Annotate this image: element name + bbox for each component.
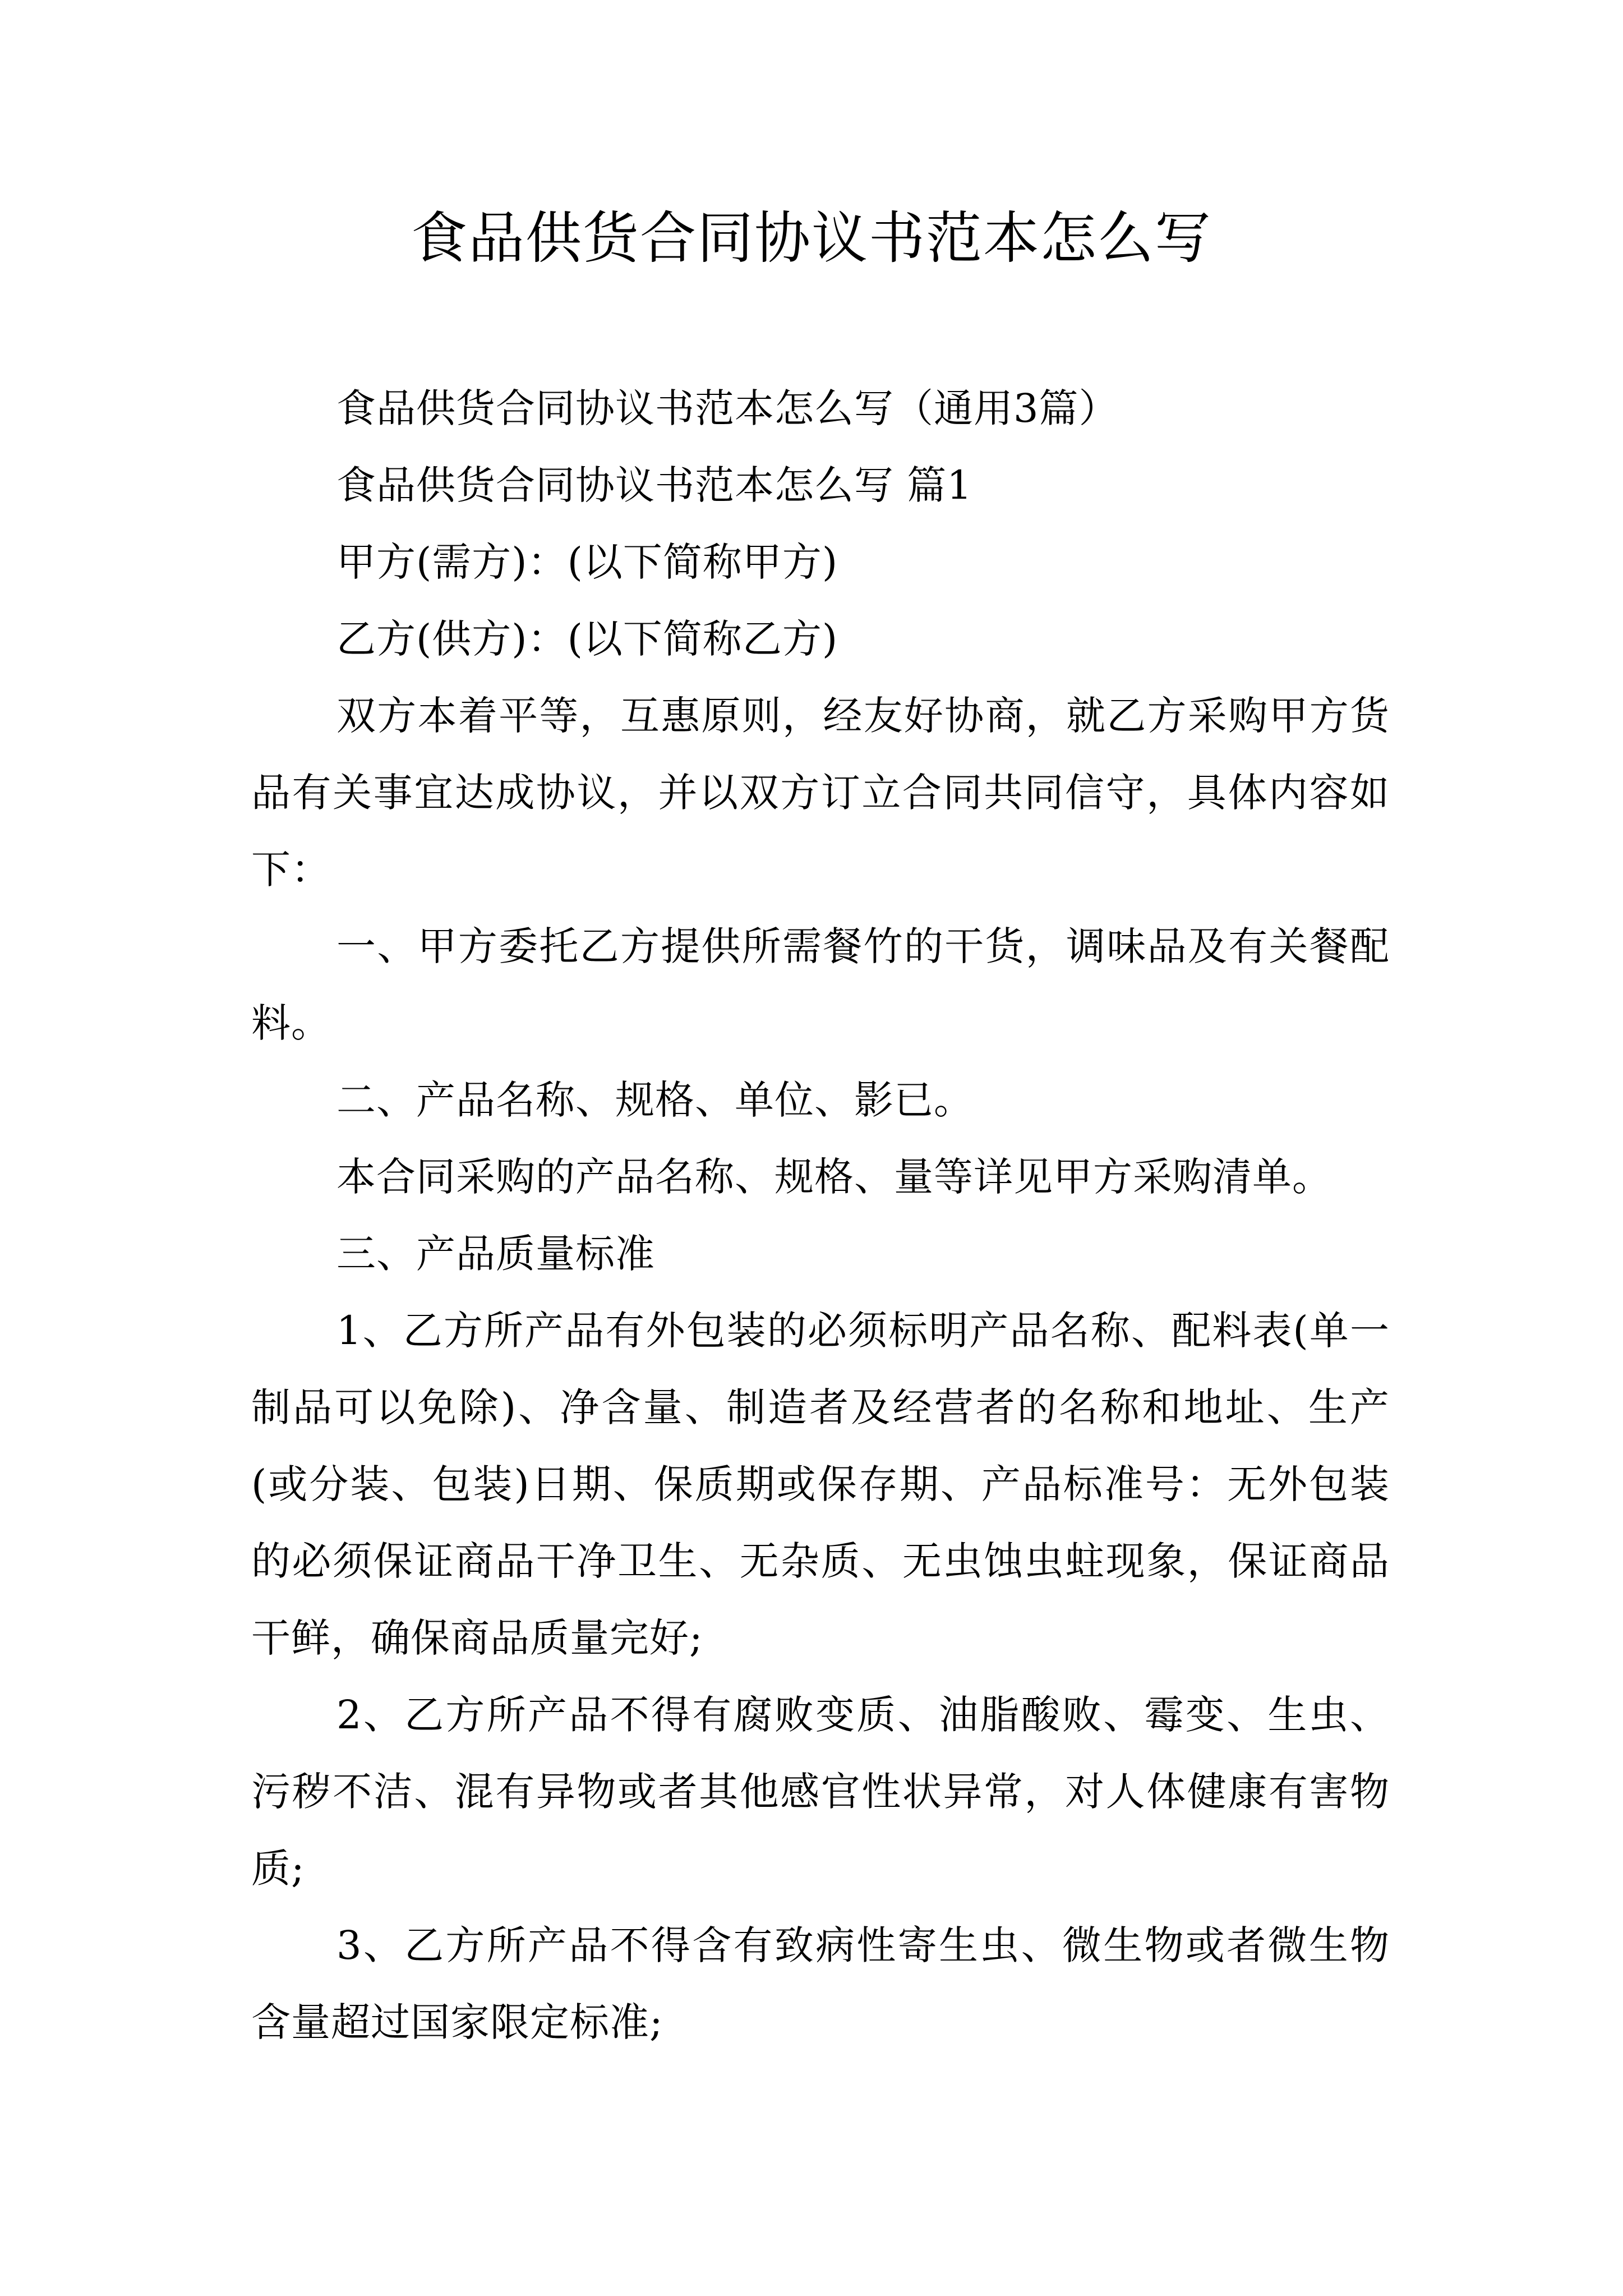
quality-item-3: 3、乙方所产品不得含有致病性寄生虫、微生物或者微生物含量超过国家限定标准; [251,1922,1390,2045]
subtitle-paragraph: 食品供货合同协议书范本怎么写（通用3篇） [336,385,1119,431]
quality-item-2: 2、乙方所产品不得有腐败变质、油脂酸败、霉变、生虫、污秽不洁、混有异物或者其他感官性状异常，对人体健康有害物质; [251,1692,1390,1892]
section-heading: 食品供货合同协议书范本怎么写 篇1 [336,462,972,508]
party-b-line: 乙方(供方)：(以下简称乙方) [336,616,838,662]
clause-2-paragraph: 二、产品名称、规格、单位、影已。 [336,1077,974,1123]
party-a-line: 甲方(需方)：(以下简称甲方) [336,539,838,585]
clause-2-detail-paragraph: 本合同采购的产品名称、规格、量等详见甲方采购清单。 [336,1154,1332,1200]
quality-item-1: 1、乙方所产品有外包装的必须标明产品名称、配料表(单一制品可以免除)、净含量、制造者及经营者的名称和地址、生产(或分装、包装)日期、保质期或保存期、产品标准号：无外包装的必须保证商品干净卫生、无杂质、无虫蚀虫蛀现象，保证商品干鲜，确保商品质量完好; [251,1308,1390,1661]
clause-3-heading: 三、产品质量标准 [336,1231,655,1277]
document-title: 食品供货合同协议书范本怎么写 [411,205,1212,271]
document-body [251,370,1390,2061]
clause-1-paragraph: 一、甲方委托乙方提供所需餐竹的干货，调味品及有关餐配料。 [251,923,1390,1046]
preamble-paragraph: 双方本着平等，互惠原则，经友好协商，就乙方采购甲方货品有关事宜达成协议，并以双方订立合同共同信守，具体内容如下： [251,693,1390,892]
